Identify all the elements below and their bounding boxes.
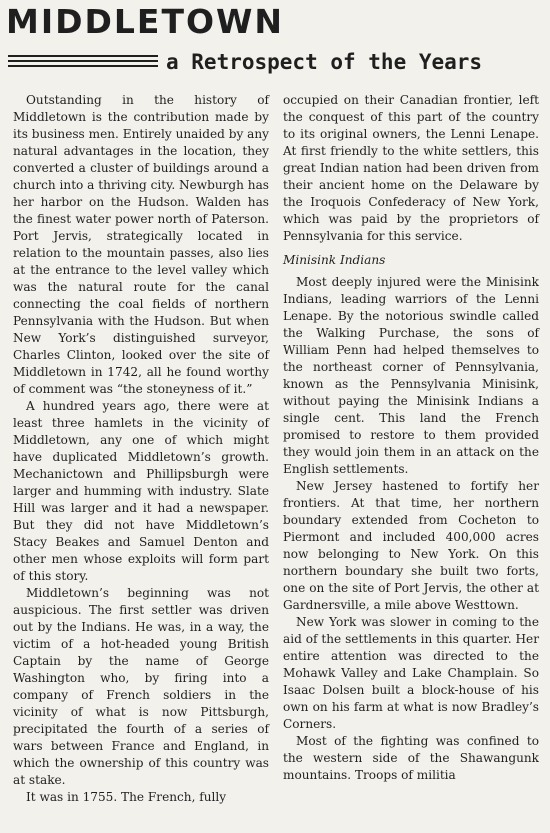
paragraph: Outstanding in the history of Middletown is the contribution made by its business men. Entirely unaided by any natural advantages in the location, they converted a cluster of buildings around a church into a thriving city. Newburgh has her harbor on the Hudson. Walden has the finest water power north of Paterson. Port Jervis, strategically located in relation to the mountain passes, also lies at the entrance to the level valley which was the natural route for the canal connecting the coal fields of northern Pennsylvania with the Hudson. But when New York’s distinguished surveyor, Charles Clinton, looked over the site of Middletown in 1742, all he found worthy of comment was “the stoneyness of it.” <box>13 93 270 396</box>
paragraph: Most deeply injured were the Minisink Indians, leading warriors of the Lenni Lenape. By the notorious swindle called the Walking Purchase, the sons of William Penn had helped themselves to the northeast corner of Pennsylvania, known as the Pennsylvania Minisink, without paying the Minisink Indians a single cent. This land the French promised to restore to them provided they would join them in an attack on the English settlements. <box>283 275 539 476</box>
paragraph: New Jersey hastened to fortify her frontiers. At that time, her northern boundary extended from Cocheton to Piermont and included 400,000 acres now belonging to New York. On this northern boundary she built two forts, one on the site of Port Jervis, the other at Gardnersville, a mile above Westtown. <box>283 479 539 612</box>
paragraph: New York was slower in coming to the aid of the settlements in this quarter. Her entire attention was directed to the Mohawk Valley and Lake Champlain. So Isaac Dolsen built a block-house of his own on his farm at what is now Bradley’s Corners. <box>283 615 539 731</box>
left-column <box>13 92 269 806</box>
title-rule <box>8 55 158 69</box>
page-subtitle: a Retrospect of the Years <box>166 50 483 74</box>
paragraph: Middletown’s beginning was not auspicious. The first settler was driven out by the Indians. He was, in a way, the victim of a hot-headed young British Captain by the name of George Washington who, by firing into a company of French soldiers in the vicinity of what is now Pittsburgh, precipitated the fourth of a series of wars between France and England, in which the ownership of this country was at stake. <box>13 586 269 787</box>
paragraph: A hundred years ago, there were at least three hamlets in the vicinity of Middletown, any one of which might have duplicated Middletown’s growth. Mechanictown and Phillipsburgh were larger and humming with industry. Slate Hill was larger and it had a newspaper. But they did not have Middletown’s Stacy Beakes and Samuel Denton and other men whose exploits will form part of this story. <box>13 399 269 583</box>
paragraph: It was in 1755. The French, fully <box>26 790 227 804</box>
section-heading: Minisink Indians <box>283 253 386 267</box>
right-column <box>283 92 539 784</box>
page-title: MIDDLETOWN <box>6 2 285 41</box>
paragraph: Most of the fighting was confined to the western side of the Shawangunk mountains. Troops of militia <box>283 734 539 782</box>
paragraph-continued: occupied on their Canadian frontier, left the conquest of this part of the country to its original owners, the Lenni Lenape. At first friendly to the white settlers, this great Indian nation had been driven from their ancient home on the Delaware by the Iroquois Confederacy of New York, which was paid by the proprietors of Pennsylvania for this service. <box>283 93 539 243</box>
